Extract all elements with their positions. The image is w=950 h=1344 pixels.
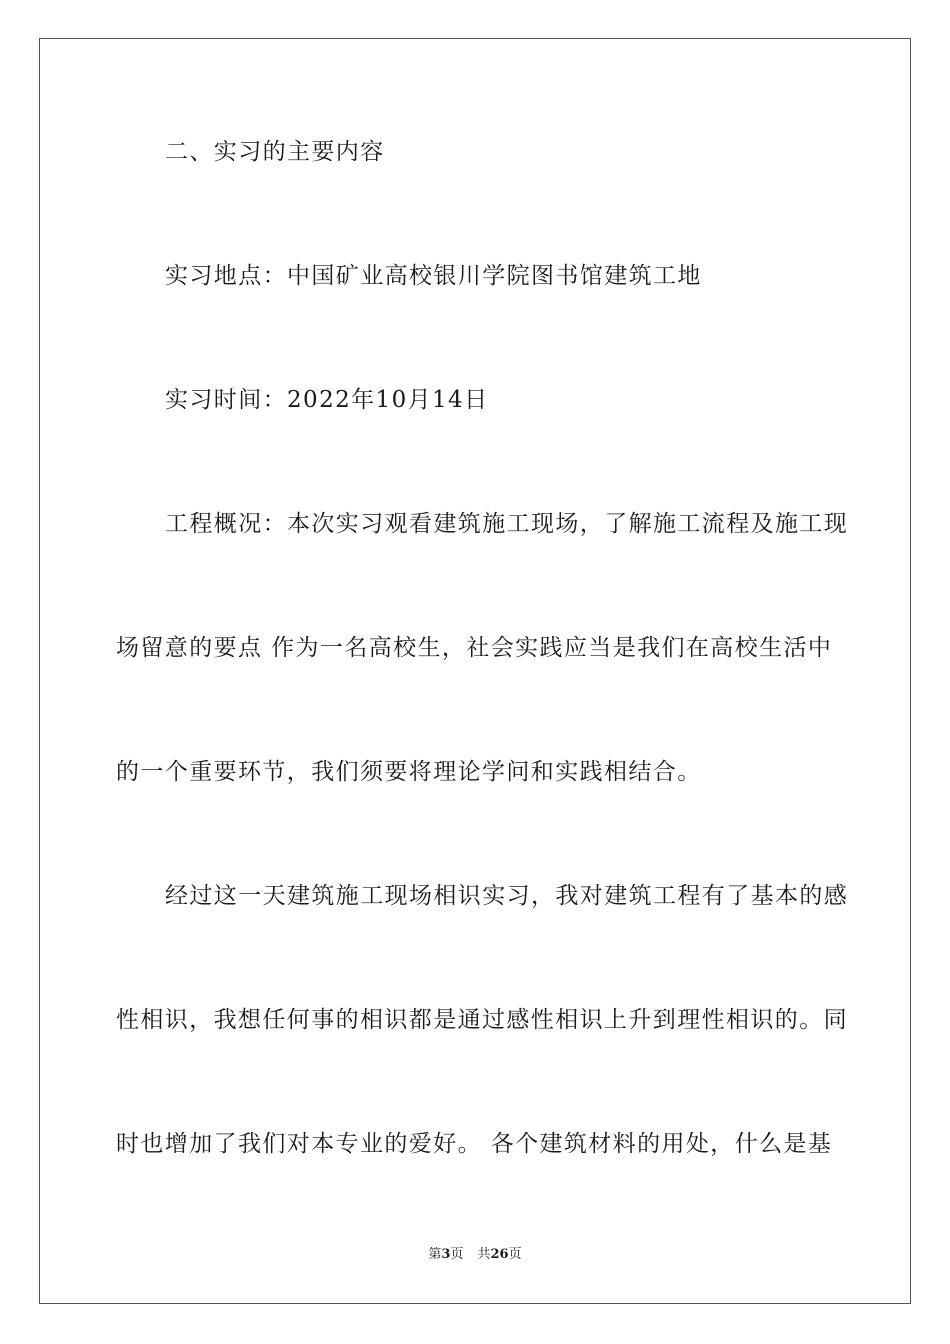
paragraph-2-line-2: 性相识，我想任何事的相识都是通过感性相识上升到理性相识的。同 xyxy=(116,1007,848,1033)
paragraph-2-line-1: 经过这一天建筑施工现场相识实习，我对建筑工程有了基本的感 xyxy=(165,883,849,909)
footer-prefix: 第 xyxy=(428,1247,442,1262)
page-frame xyxy=(39,38,911,1304)
page-footer xyxy=(40,1246,910,1264)
paragraph-1-line-1: 工程概况：本次实习观看建筑施工现场，了解施工流程及施工现 xyxy=(165,511,849,537)
paragraph-1-line-2: 场留意的要点 作为一名高校生，社会实践应当是我们在高校生活中 xyxy=(116,635,833,661)
internship-time: 实习时间：2022年10月14日 xyxy=(165,387,489,413)
paragraph-2-line-3: 时也增加了我们对本专业的爱好。 各个建筑材料的用处，什么是基 xyxy=(116,1131,833,1157)
footer-total-prefix: 共 xyxy=(477,1247,491,1262)
footer-page-number: 3 xyxy=(441,1247,451,1262)
section-heading: 二、实习的主要内容 xyxy=(165,139,385,165)
footer-page-suffix: 页 xyxy=(450,1247,464,1262)
internship-location: 实习地点：中国矿业高校银川学院图书馆建筑工地 xyxy=(165,263,702,289)
footer-total-suffix: 页 xyxy=(508,1247,522,1262)
paragraph-1-line-3: 的一个重要环节，我们须要将理论学问和实践相结合。 xyxy=(116,759,702,785)
footer-total-pages: 26 xyxy=(490,1247,509,1262)
